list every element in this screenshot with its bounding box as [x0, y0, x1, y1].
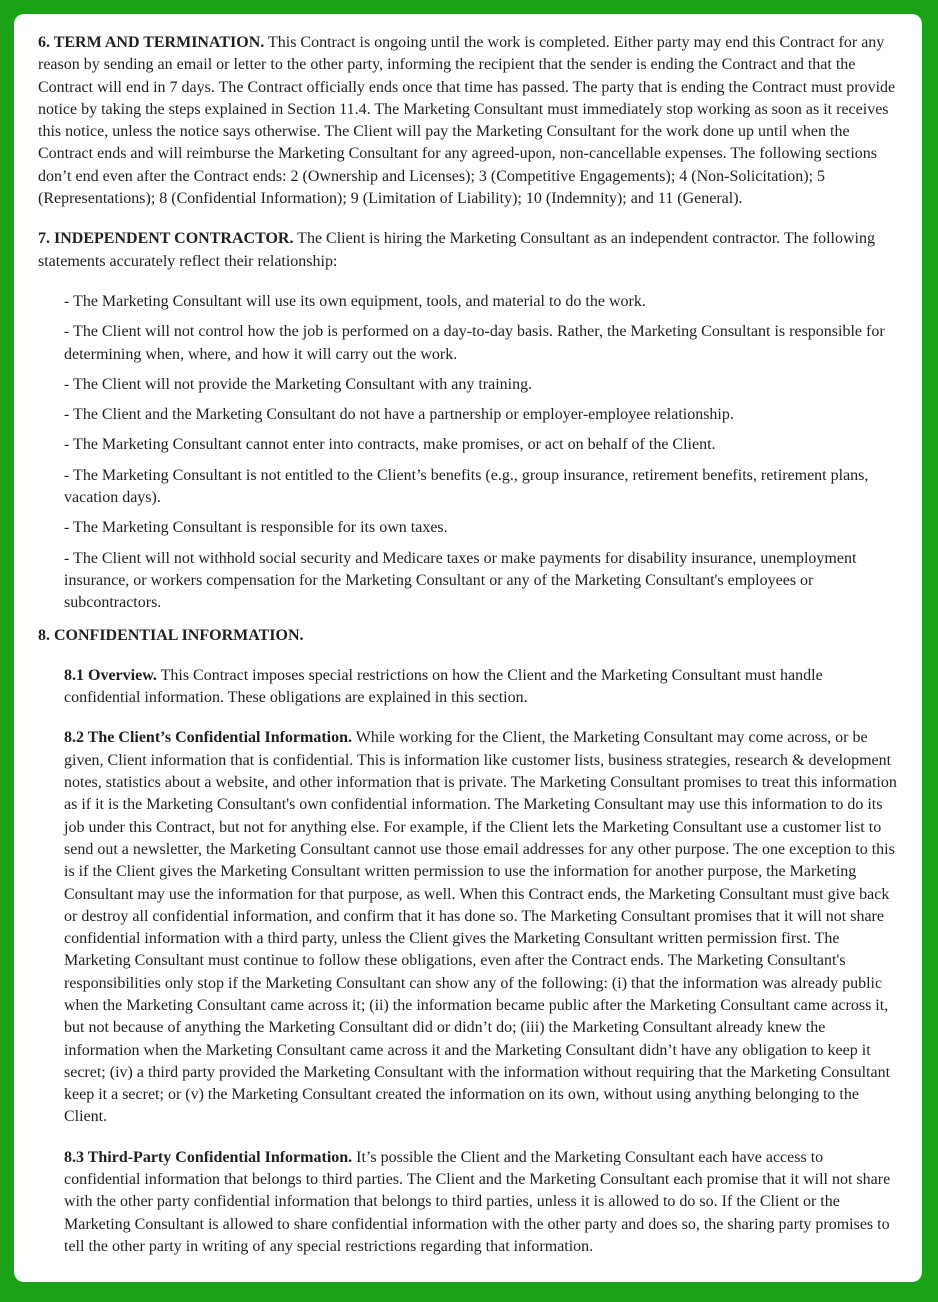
list-item: - The Marketing Consultant is not entitled to the Client’s benefits (e.g., group insurance, retirement benefits, retirement plans, vacation days).: [64, 466, 869, 507]
list-item: - The Client and the Marketing Consultant do not have a partnership or employer-employee relationship.: [64, 406, 734, 424]
section-7-body: The Client is hiring the Marketing Consultant as an independent contractor. The following statements accurately reflect their relationship:: [38, 230, 875, 270]
section-8-1-overview: [38, 665, 902, 710]
section-7-bullet-list: [38, 291, 902, 615]
section-8-2-heading: 8.2 The Client’s Confidential Information.: [64, 729, 353, 747]
section-8-1-heading: 8.1 Overview.: [64, 666, 157, 684]
section-8-3-heading: 8.3 Third-Party Confidential Information.: [64, 1148, 353, 1166]
section-8-2-body: While working for the Client, the Marketing Consultant may come across, or be given, Client information that is confidential. This is information like customer lists, business strategies, research & development notes, statistics about a website, and other information that is private. The Marketing Consultant promises to treat this information as if it is the Marketing Consultant's own confidential information. The Marketing Consultant may use this information to do its job under this Contract, but not for anything else. For example, if the Client lets the Marketing Consultant use a customer list to send out a newsletter, the Marketing Consultant cannot use those email addresses for any other purpose. The one exception to this is if the Client gives the Marketing Consultant written permission to use the information for another purpose, the Marketing Consultant may use the information for that purpose, as well. When this Contract ends, the Marketing Consultant must give back or destroy all confidential information, and confirm that it has done so. The Marketing Consultant promises that it will not share confidential information with a third party, unless the Client gives the Marketing Consultant written permission first. The Marketing Consultant must continue to follow these obligations, even after the Contract ends. The Marketing Consultant's responsibilities only stop if the Marketing Consultant can show any of the following: (i) that the information was already public when the Marketing Consultant came across it; (ii) the information became public after the Marketing Consultant came across it, but not because of anything the Marketing Consultant did or didn’t do; (iii) the Marketing Consultant already knew the information when the Marketing Consultant came across it and the Marketing Consultant didn’t have any obligation to keep it secret; (iv) a third party provided the Marketing Consultant with the information without requiring that the Marketing Consultant keep it a secret; or (v) the Marketing Consultant created the information on its own, without using anything belonging to the Client.: [64, 729, 897, 1126]
list-item: - The Marketing Consultant cannot enter into contracts, make promises, or act on behalf of the Client.: [64, 436, 716, 454]
list-item: - The Client will not control how the job is performed on a day-to-day basis. Rather, the Marketing Consultant is responsible for determining when, where, and how it will carry out the work.: [64, 323, 885, 363]
section-6-term-and-termination: [38, 32, 902, 210]
list-item: - The Client will not provide the Marketing Consultant with any training.: [64, 375, 533, 393]
section-7-heading: 7. INDEPENDENT CONTRACTOR.: [38, 230, 294, 248]
list-item: - The Client will not withhold social security and Medicare taxes or make payments for disability insurance, unemployment insurance, or workers compensation for the Marketing Consultant or any of the Marketing Consultant's employees or subcontractors.: [64, 549, 857, 612]
list-item: - The Marketing Consultant will use its own equipment, tools, and material to do the work.: [64, 292, 646, 310]
section-8-3-body: It’s possible the Client and the Marketing Consultant each have access to confidential information that belongs to third parties. The Client and the Marketing Consultant each promise that it will not share with the other party confidential information that belongs to third parties, unless it is allowed to do so. If the Client or the Marketing Consultant is allowed to share confidential information with the other party and does so, the sharing party promises to tell the other party in writing of any special restrictions regarding that information.: [64, 1148, 891, 1255]
section-6-heading: 6. TERM AND TERMINATION.: [38, 34, 265, 51]
list-item: - The Marketing Consultant is responsible for its own taxes.: [64, 519, 448, 537]
section-6-body: This Contract is ongoing until the work is completed. Either party may end this Contract for any reason by sending an email or letter to the other party, informing the recipient that the sender is ending the Contract and that the Contract will end in 7 days. The Contract officially ends once that time has passed. The party that is ending the Contract must provide notice by taking the steps explained in Section 11.4. The Marketing Consultant must immediately stop working as soon as it receives this notice, unless the notice says otherwise. The Client will pay the Marketing Consultant for the work done up until when the Contract ends and will reimburse the Marketing Consultant for any agreed-upon, non-cancellable expenses. The following sections don’t end even after the Contract ends: 2 (Ownership and Licenses); 3 (Competitive Engagements); 4 (Non-Solicitation); 5 (Representations); 8 (Confidential Information); 9 (Limitation of Liability); 10 (Indemnity); and 11 (General).: [38, 34, 896, 208]
section-8-3-third-party-confidential-information: [38, 1147, 902, 1258]
section-8-1-body: This Contract imposes special restrictions on how the Client and the Marketing Consultant must handle confidential information. These obligations are explained in this section.: [64, 666, 823, 707]
section-8-2-clients-confidential-information: [38, 727, 902, 1128]
contract-document-page: [14, 14, 922, 1282]
section-7-independent-contractor: [38, 228, 902, 273]
section-8-heading: 8. CONFIDENTIAL INFORMATION.: [38, 626, 304, 644]
